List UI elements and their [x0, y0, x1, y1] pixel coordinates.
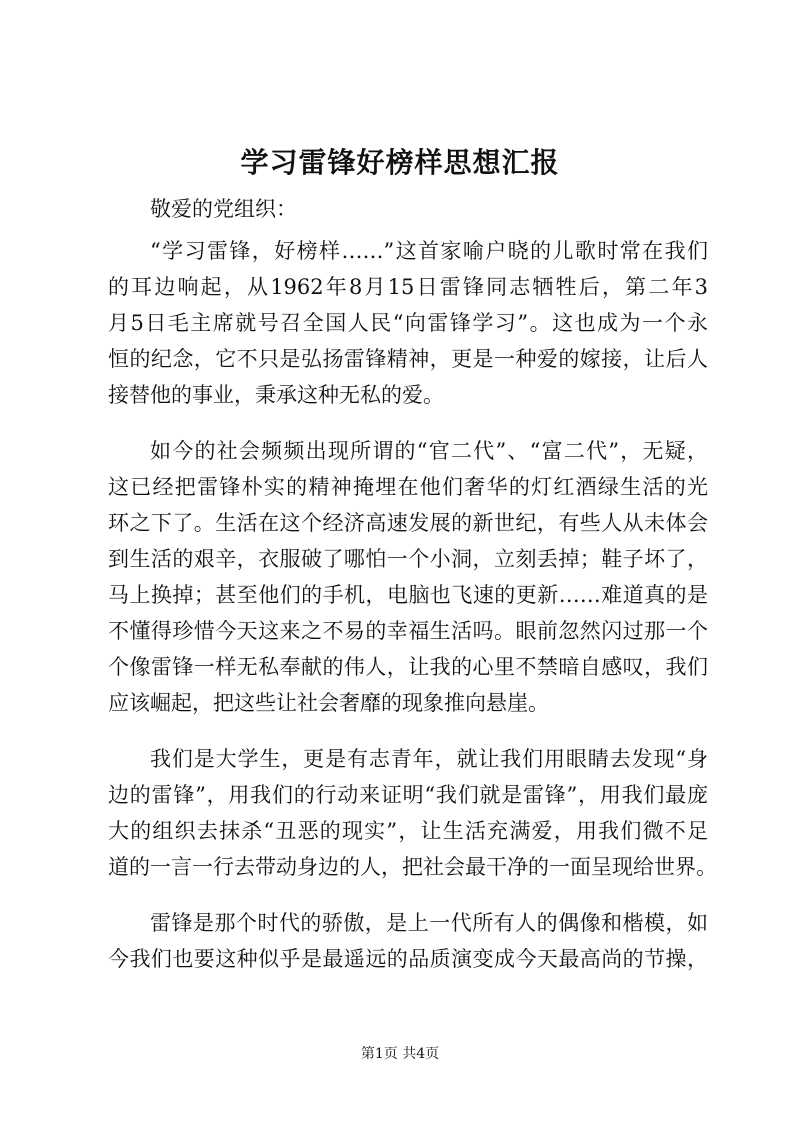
body-line: 我们是大学生，更是有志青年，就让我们用眼睛去发现“身: [150, 747, 708, 771]
body-line: 这已经把雷锋朴实的精神掩埋在他们奢华的灯红酒绿生活的光: [108, 475, 708, 499]
body-line: 马上换掉；甚至他们的手机，电脑也飞速的更新……难道真的是: [108, 583, 708, 607]
body-line: 不懂得珍惜今天这来之不易的幸福生活吗。眼前忽然闪过那一个: [108, 619, 708, 643]
body-line: 边的雷锋”，用我们的行动来证明“我们就是雷锋”，用我们最庞: [108, 783, 708, 807]
salutation-line: 敬爱的党组织：: [150, 197, 297, 221]
body-line: 大的组织去抹杀“丑恶的现实”，让生活充满爱，用我们微不足: [108, 819, 708, 843]
body-line: 应该崛起，把这些让社会奢靡的现象推向悬崖。: [108, 691, 549, 715]
body-line: 到生活的艰辛，衣服破了哪怕一个小洞，立刻丢掉；鞋子坏了，: [108, 547, 708, 571]
body-line: 道的一言一行去带动身边的人，把社会最干净的一面呈现给世界。: [108, 855, 717, 879]
body-line: 如今的社会频频出现所谓的“官二代”、“富二代”，无疑，: [150, 439, 708, 463]
body-line: 月5日毛主席就号召全国人民“向雷锋学习”。这也成为一个永: [108, 311, 708, 335]
body-line: 接替他的事业，秉承这种无私的爱。: [108, 383, 444, 407]
body-line: 恒的纪念，它不只是弘扬雷锋精神，更是一种爱的嫁接，让后人: [108, 347, 708, 371]
document-title: 学习雷锋好榜样思想汇报: [240, 146, 560, 179]
body-line: 的耳边响起，从1962年8月15日雷锋同志牺牲后，第二年3: [108, 275, 708, 299]
page-footer: 第1页 共4页: [360, 1046, 440, 1062]
body-line: 今我们也要这种似乎是最遥远的品质演变成今天最高尚的节操，: [108, 947, 708, 971]
body-line: 环之下了。生活在这个经济高速发展的新世纪，有些人从未体会: [108, 511, 708, 535]
body-line: “学习雷锋，好榜样……”这首家喻户晓的儿歌时常在我们: [150, 239, 708, 263]
body-line: 个像雷锋一样无私奉献的伟人，让我的心里不禁暗自感叹，我们: [108, 655, 708, 679]
body-line: 雷锋是那个时代的骄傲，是上一代所有人的偶像和楷模，如: [150, 911, 708, 935]
